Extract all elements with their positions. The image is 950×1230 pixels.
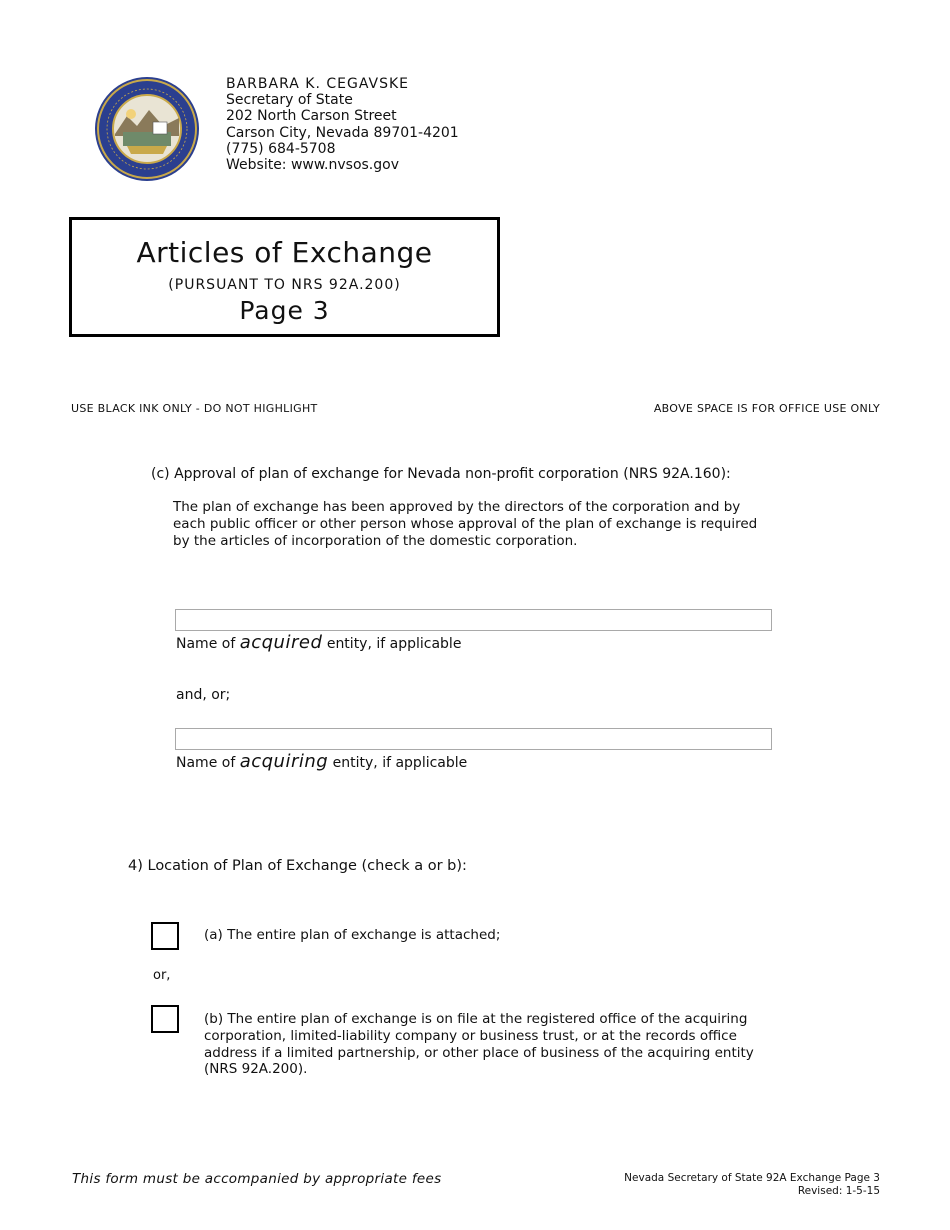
option-b-checkbox[interactable] xyxy=(151,1005,179,1033)
section-4-heading: 4) Location of Plan of Exchange (check a or b): xyxy=(128,858,467,874)
office-use-note: ABOVE SPACE IS FOR OFFICE USE ONLY xyxy=(653,402,880,415)
label-emphasis-acquired: acquired xyxy=(239,632,323,653)
official-title: Secretary of State xyxy=(226,92,353,109)
option-a-text: (a) The entire plan of exchange is attached; xyxy=(204,927,501,943)
website: Website: www.nvsos.gov xyxy=(226,157,399,174)
form-title: Articles of Exchange xyxy=(136,236,433,269)
nevada-state-seal xyxy=(93,76,201,182)
label-suffix: entity, if applicable xyxy=(322,636,462,652)
acquiring-entity-name-input[interactable] xyxy=(175,728,772,750)
option-a-checkbox[interactable] xyxy=(151,922,179,950)
fees-note: This form must be accompanied by appropriate fees xyxy=(72,1171,442,1187)
ink-note: USE BLACK INK ONLY - DO NOT HIGHLIGHT xyxy=(71,402,318,415)
form-title-box xyxy=(69,217,500,337)
acquired-entity-name-input[interactable] xyxy=(175,609,772,631)
label-emphasis-acquiring: acquiring xyxy=(239,751,329,772)
phone-number: (775) 684-5708 xyxy=(226,140,336,157)
address-line-1: 202 North Carson Street xyxy=(226,108,397,125)
acquiring-entity-label xyxy=(176,751,467,772)
secretary-of-state-block xyxy=(226,76,459,173)
or-text: or, xyxy=(153,968,171,983)
official-name: BARBARA K. CEGAVSKE xyxy=(226,76,410,92)
label-prefix: Name of xyxy=(176,755,240,771)
form-id: Nevada Secretary of State 92A Exchange Page 3 xyxy=(624,1172,880,1184)
section-c-heading: (c) Approval of plan of exchange for Nevada non-profit corporation (NRS 92A.160): xyxy=(151,466,731,482)
page-label: Page 3 xyxy=(239,296,330,325)
revised-date: Revised: 1-5-15 xyxy=(797,1185,880,1197)
section-c-paragraph: The plan of exchange has been approved by the directors of the corporation and by each public officer or other person whose approval of the plan of exchange is required by the articles of incorporation of the domestic corporation. xyxy=(173,499,758,549)
label-prefix: Name of xyxy=(176,636,240,652)
and-or-text: and, or; xyxy=(176,687,231,703)
label-suffix: entity, if applicable xyxy=(328,755,468,771)
address-line-2: Carson City, Nevada 89701-4201 xyxy=(226,124,459,141)
acquired-entity-label xyxy=(176,632,461,653)
form-subtitle: (PURSUANT TO NRS 92A.200) xyxy=(168,277,401,293)
option-b-text: (b) The entire plan of exchange is on file at the registered office of the acquiring corporation, limited-liability company or business trust, or at the records office address if a limited partnership, or other place of business of the acquiring entity (NRS 92A.200). xyxy=(204,1011,754,1078)
form-id-block xyxy=(624,1172,880,1198)
